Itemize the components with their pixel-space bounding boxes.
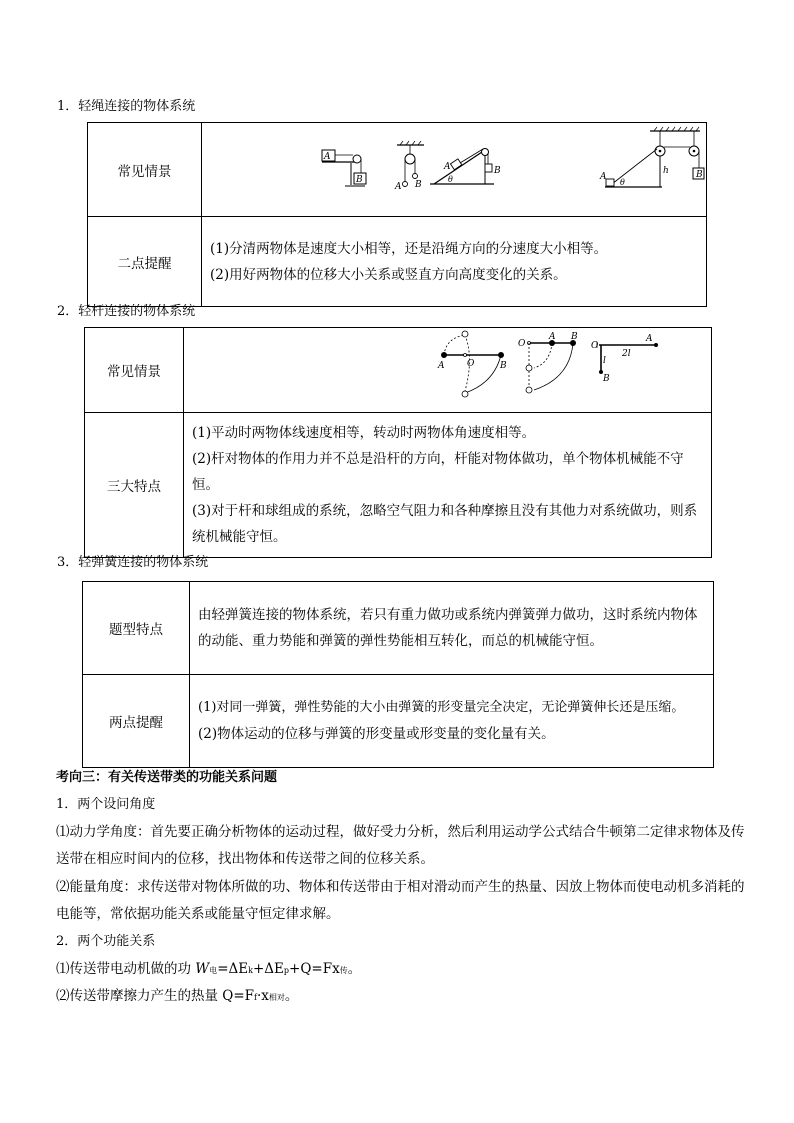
motor-work-k-sub: k bbox=[248, 966, 253, 975]
rod-fig3-label-a: A bbox=[646, 334, 653, 344]
rod-fig2-label-b: B bbox=[571, 332, 578, 342]
rod-fig3-label-l: l bbox=[603, 356, 606, 366]
rope-fig3-label-a: A bbox=[444, 162, 451, 172]
friction-heat-formula bbox=[56, 988, 298, 1006]
rope-reminder-line-2: (2)用好两物体的位移大小关系或竖直方向高度变化的关系。 bbox=[210, 266, 567, 283]
section-3-title: 3．轻弹簧连接的物体系统 bbox=[57, 555, 209, 570]
section-1-title: 1．轻绳连接的物体系统 bbox=[57, 99, 196, 114]
spring-reminder-line-2: (2)物体运动的位移与弹簧的形变量或形变量的变化量有关。 bbox=[198, 726, 555, 742]
motor-work-prefix: ⑴传送带电动机做的功 bbox=[56, 961, 196, 977]
spring-reminder-content bbox=[190, 675, 714, 768]
friction-heat-f-sub: f bbox=[254, 993, 258, 1002]
rope-diagrams-svg bbox=[202, 123, 707, 212]
spring-reminder-line-1: (1)对同一弹簧，弹性势能的大小由弹簧的形变量完全决定，无论弹簧伸长还是压缩。 bbox=[198, 700, 685, 715]
rope-fig2-label-b: B bbox=[415, 180, 422, 190]
rod-fig3-label-b: B bbox=[603, 374, 610, 384]
rope-incline-figure bbox=[430, 149, 501, 185]
spring-type-content bbox=[190, 582, 714, 675]
rod-scenario-diagrams bbox=[184, 328, 712, 413]
rod-features-label: 三大特点 bbox=[85, 413, 184, 558]
rod-feature-line-1: (1)平动时两物体线速度相等，转动时两物体角速度相等。 bbox=[192, 425, 536, 441]
rope-scenario-label: 常见情景 bbox=[88, 123, 202, 217]
rope-fig3-label-b: B bbox=[494, 166, 501, 176]
motor-work-p-sub: p bbox=[283, 966, 290, 975]
rope-fig4-theta: θ bbox=[620, 178, 625, 187]
rope-fig1-label-a: A bbox=[324, 152, 331, 162]
rod-scenario-label: 常见情景 bbox=[85, 328, 184, 413]
motor-work-w: W bbox=[195, 961, 210, 977]
friction-heat-x-sub: 相对 bbox=[268, 993, 285, 1002]
friction-heat-prefix: ⑵传送带摩擦力产生的热量 Q=F bbox=[56, 988, 255, 1004]
topic-three-heading: 考向三：有关传送带类的功能关系问题 bbox=[56, 770, 278, 785]
rope-fig4-h: h bbox=[663, 166, 669, 176]
rope-scenario-diagrams bbox=[202, 123, 707, 217]
rod-l-shape-figure bbox=[591, 334, 658, 384]
motor-work-formula bbox=[56, 961, 361, 979]
rope-reminder-label: 二点提醒 bbox=[88, 217, 202, 307]
subheading-two-angles: 1．两个设问角度 bbox=[56, 797, 156, 812]
rope-ceiling-pulley-figure bbox=[394, 141, 424, 192]
rope-fig1-label-b: B bbox=[356, 175, 363, 185]
rod-fig2-label-o: O bbox=[518, 339, 526, 349]
rope-height-figure bbox=[599, 127, 704, 187]
motor-work-w-sub: 电 bbox=[209, 966, 218, 975]
rope-system-table bbox=[87, 122, 707, 307]
rod-end-pivot-figure bbox=[518, 332, 578, 393]
subheading-two-relations: 2．两个功能关系 bbox=[56, 934, 156, 949]
rod-fig3-label-2l: 2l bbox=[622, 349, 631, 359]
rod-feature-line-2: (2)杆对物体的作用力并不总是沿杆的方向，杆能对物体做功，单个物体机械能不守恒。 bbox=[192, 451, 684, 493]
rod-fig3-label-o: O bbox=[591, 341, 599, 351]
rope-fig4-label-b: B bbox=[696, 170, 703, 180]
spring-reminder-label: 两点提醒 bbox=[83, 675, 190, 768]
spring-system-table bbox=[82, 581, 714, 768]
rod-diagrams-svg bbox=[184, 328, 712, 408]
rod-system-table bbox=[84, 327, 712, 558]
friction-heat-x: ·x bbox=[257, 988, 269, 1004]
motor-work-x-sub: 传 bbox=[339, 966, 348, 975]
rod-fig2-label-a: A bbox=[549, 332, 556, 342]
rod-center-pivot-figure bbox=[437, 331, 507, 397]
spring-type-text: 由轻弹簧连接的物体系统，若只有重力做功或系统内弹簧弹力做功，这时系统内物体的动能、重力势能和弹簧的弹性势能相互转化，而总的机械能守恒。 bbox=[198, 607, 698, 649]
friction-heat-end: 。 bbox=[284, 988, 299, 1004]
rod-fig1-label-a: A bbox=[438, 361, 445, 371]
rope-fig4-label-a: A bbox=[600, 172, 607, 182]
spring-type-label: 题型特点 bbox=[83, 582, 190, 675]
rope-fig2-label-a: A bbox=[395, 182, 402, 192]
rod-fig1-label-b: B bbox=[500, 361, 507, 371]
rope-reminder-line-1: (1)分清两物体是速度大小相等，还是沿绳方向的分速度大小相等。 bbox=[210, 240, 608, 257]
rope-table-pulley-figure bbox=[322, 150, 366, 186]
section-2-title: 2．轻杆连接的物体系统 bbox=[57, 304, 196, 319]
rod-features-content bbox=[184, 413, 712, 558]
motor-work-delta-ek: =ΔE bbox=[217, 961, 249, 977]
energy-paragraph: ⑵能量角度：求传送带对物体所做的功、物体和传送带由于相对滑动而产生的热量、因放上物体而使电动机多消耗的电能等，常依据功能关系或能量守恒定律求解。 bbox=[56, 879, 745, 922]
motor-work-delta-ep: +ΔE bbox=[252, 961, 284, 977]
rod-fig1-label-o: O bbox=[467, 359, 475, 369]
motor-work-rest: +Q=Fx bbox=[289, 961, 340, 977]
motor-work-end: 。 bbox=[347, 961, 362, 977]
rope-fig3-theta: θ bbox=[448, 175, 453, 184]
dynamics-paragraph: ⑴动力学角度：首先要正确分析物体的运动过程，做好受力分析，然后利用运动学公式结合牛顿第二定律求物体及传送带在相应时间内的位移，找出物体和传送带之间的位移关系。 bbox=[56, 824, 745, 867]
rod-feature-line-3: (3)对于杆和球组成的系统，忽略空气阻力和各种摩擦且没有其他力对系统做功，则系统机械能守恒。 bbox=[192, 503, 698, 545]
rope-reminder-content bbox=[202, 217, 707, 307]
